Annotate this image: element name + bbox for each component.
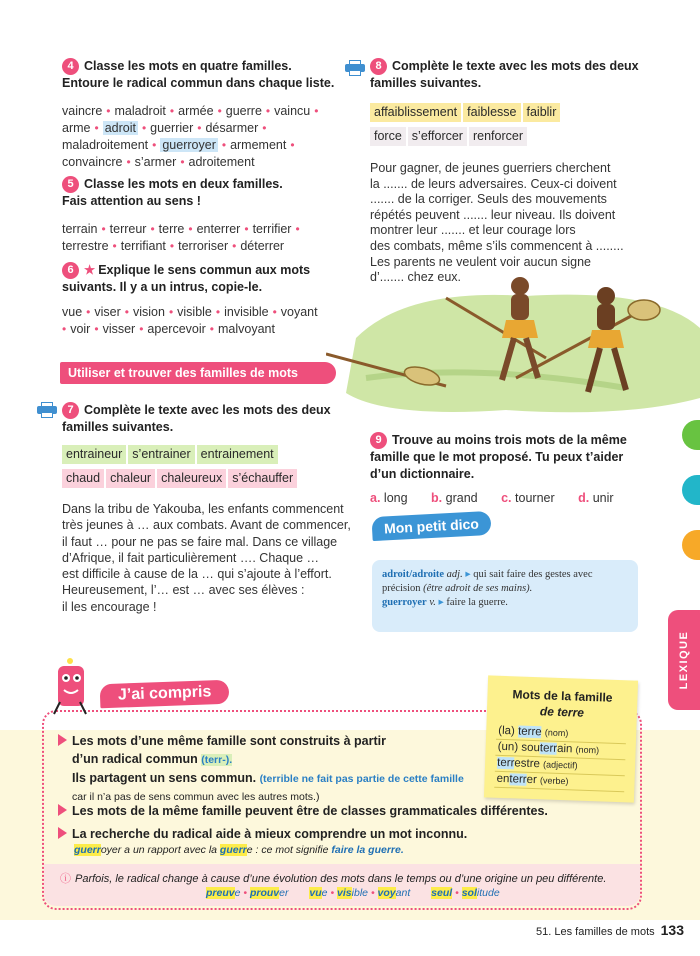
exercise-9 [370, 432, 640, 507]
word-chip: s’entrainer [128, 445, 194, 464]
side-marker-green [682, 420, 700, 450]
highlighted-word: guerroyer [162, 138, 216, 152]
lexique-tab[interactable]: LEXIQUE [668, 610, 700, 710]
word-chip: faiblir [523, 103, 561, 122]
chip-row [370, 103, 660, 127]
exercise-4 [62, 58, 342, 171]
section-title: Utiliser et trouver des familles de mots [60, 362, 336, 384]
family-word: terrestre (adjectif) [495, 756, 625, 777]
instruction: Classe les mots en deux familles. [84, 177, 283, 191]
exercise-8 [370, 58, 660, 286]
family-word: (la) terre (nom) [496, 724, 626, 745]
word-chip: force [370, 127, 406, 146]
chapter-label: 51. Les familles de mots [536, 926, 655, 938]
exercise-5 [62, 176, 342, 255]
instruction: Explique le sens commun aux mots [98, 263, 311, 277]
exercise-7 [62, 402, 352, 615]
word-chip: chaleur [106, 469, 155, 488]
dictionary-box: adroit/adroite adj. ▸ qui sait faire des gestes avec précision (être adroit de ses mains). guerroyer v. ▸ faire la guerre. [372, 560, 638, 632]
word-chip: chaud [62, 469, 104, 488]
mascot-icon [48, 658, 96, 718]
instruction: famille que le mot proposé. Tu peux t’aider [370, 450, 624, 464]
word-chip: faiblesse [463, 103, 520, 122]
exercise-number: 8 [370, 58, 387, 75]
exercise-number: 9 [370, 432, 387, 449]
rule-1: Les mots d’une même famille sont construits à partir d’un radical commun (terr-). Ils partagent un sens commun. (terrible ne fait pas partie de cette famille car il n’a pas de sens commun avec les autres mots.) [58, 732, 478, 806]
dictionary-title: Mon petit dico [371, 511, 491, 541]
highlighted-word: adroit [104, 121, 136, 135]
triangle-bullet-icon [58, 734, 67, 746]
chip-row [62, 469, 352, 493]
dico-term: guerroyer [382, 597, 427, 608]
instruction: d’un dictionnaire. [370, 467, 475, 481]
exercise-number: 5 [62, 176, 79, 193]
summary-title: J’ai compris [100, 680, 230, 709]
instruction: Complète le texte avec les mots des deux [84, 403, 331, 417]
word-list: terrain • terreur • terre • enterrer • terrifier • terrestre • terrifiant • terroriser • déterrer [62, 222, 300, 253]
instruction: Fais attention au sens ! [62, 194, 201, 208]
exercise-6 [62, 262, 352, 338]
star-icon: ★ [84, 263, 96, 277]
rule-3-example: guerroyer a un rapport avec la guerre : ce mot signifie faire la guerre. [74, 844, 404, 856]
word-family-note: Mots de la famille de terre (la) terre (nom) (un) souterrain (nom) terrestre (adjectif) enterrer (verbe) [484, 675, 638, 802]
shield [628, 300, 660, 320]
instruction: Classe les mots en quatre familles. [84, 59, 292, 73]
word-chip: entraineur [62, 445, 126, 464]
rule-3: La recherche du radical aide à mieux comprendre un mot inconnu. [58, 825, 467, 843]
exercise-number: 6 [62, 262, 79, 279]
word-chip: renforcer [469, 127, 527, 146]
instruction: familles suivantes. [62, 420, 174, 434]
instruction: familles suivantes. [370, 76, 482, 90]
word-list: vue • viser • vision • visible • invisible • voyant • voir • visser • apercevoir • malvoyant [62, 305, 318, 336]
family-word: (un) souterrain (nom) [495, 740, 625, 761]
chip-row [62, 445, 352, 469]
info-icon: ⓘ [60, 873, 71, 885]
word-items: a. long b. grand c. tourner d. unir [370, 491, 614, 505]
word-chip: s’efforcer [408, 127, 467, 146]
instruction: Trouve au moins trois mots de la même [392, 433, 627, 447]
rule-2: Les mots de la même famille peuvent être de classes grammaticales différentes. [58, 802, 548, 820]
word-chip: s’échauffer [228, 469, 297, 488]
fill-in-text: Dans la tribu de Yakouba, les enfants commencent très jeunes à … aux combats. Avant de commencer, il faut … pour ne pas se faire mal. Dans ce village d’Afrique, il fait particulièrement …. Chaque … est difficile à cause de la … qui s’ajoute à l’effort. Heureusement, l’… est … avec ses élèves : il les encourage ! [62, 502, 351, 614]
printer-icon [37, 402, 57, 418]
word-chip: entrainement [197, 445, 278, 464]
fill-in-text: Pour gagner, de jeunes guerriers cherchent la ....... de leurs adversaires. Ceux-ci doivent ....... de la corriger. Seuls des mouvements répétés peuvent ....... leur niveau. Ils doivent montrer leur ....... et leur courage lors des combats, même s’ils commencent à ........ Les parents ne veulent voir aucun signe d’....... chez eux. [370, 161, 624, 285]
printer-icon [345, 60, 365, 76]
triangle-bullet-icon [58, 804, 67, 816]
family-word: enterrer (verbe) [494, 772, 624, 793]
radical-note: ⓘ Parfois, le radical change à cause d’une évolution des mots dans le temps ou d’une origine un peu différente. [60, 873, 607, 885]
word-chip: affaiblissement [370, 103, 461, 122]
page-footer [536, 922, 684, 938]
instruction: suivants. Il y a un intrus, copie-le. [62, 280, 263, 294]
instruction: Complète le texte avec les mots des deux [392, 59, 639, 73]
instruction: Entoure le radical commun dans chaque liste. [62, 76, 335, 90]
exercise-number: 7 [62, 402, 79, 419]
dico-term: adroit/adroite [382, 569, 445, 580]
exercise-number: 4 [62, 58, 79, 75]
radical-examples: preuve • prouver vue • visible • voyant seul • solitude [206, 887, 500, 899]
word-chip: chaleureux [157, 469, 226, 488]
warriors-illustration [326, 268, 700, 418]
side-marker-orange [682, 530, 700, 560]
word-list: vaincre • maladroit • armée • guerre • vaincu • arme • adroit • guerrier • désarmer • maladroitement • guerroyer • armement • convaincre • s’armer • adroitement [62, 104, 319, 169]
triangle-bullet-icon [58, 827, 67, 839]
side-marker-teal [682, 475, 700, 505]
page-number: 133 [660, 922, 684, 938]
chip-row [370, 127, 660, 151]
